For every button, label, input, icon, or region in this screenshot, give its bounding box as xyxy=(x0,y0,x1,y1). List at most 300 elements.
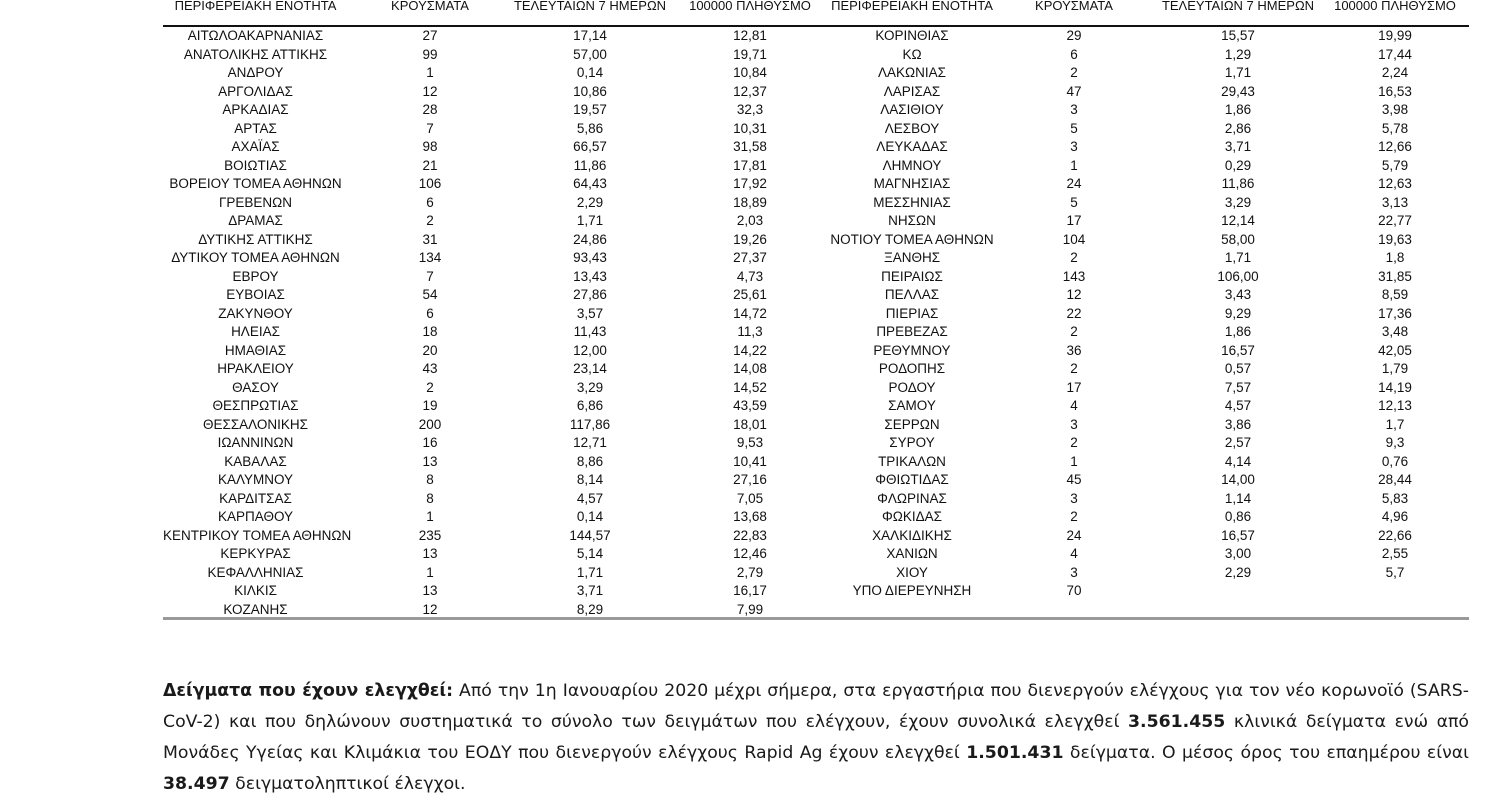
right-cases-cell: 70 xyxy=(1066,583,1082,598)
right-per100k-cell: 31,85 xyxy=(1378,268,1412,284)
left-per100k-cell: 27,16 xyxy=(733,472,767,487)
table-row xyxy=(0,231,1500,250)
right-cases-cell: 17 xyxy=(1066,213,1082,228)
right-per100k-cell: 19,99 xyxy=(1378,28,1412,43)
right-cases-cell: 17 xyxy=(1066,379,1082,395)
right-per100k-cell: 0,76 xyxy=(1381,453,1409,469)
clinical-samples-count: 3.561.455 xyxy=(1128,712,1226,732)
left-avg7-cell: 19,57 xyxy=(573,102,607,117)
table-row xyxy=(0,323,1500,342)
header-cases-left: ΚΡΟΥΣΜΑΤΑ xyxy=(391,0,469,13)
right-region-cell: ΠΙΕΡΙΑΣ xyxy=(885,305,939,321)
left-per100k-cell: 22,83 xyxy=(733,527,767,543)
table-row xyxy=(0,64,1500,83)
left-avg7-cell: 93,43 xyxy=(573,250,607,265)
table-row xyxy=(0,490,1500,509)
right-avg7-cell: 3,43 xyxy=(1224,287,1252,302)
right-avg7-cell: 2,57 xyxy=(1224,435,1252,450)
right-region-cell: ΦΩΚΙΔΑΣ xyxy=(882,509,942,524)
header-avg7-right-line2: ΤΕΛΕΥΤΑΙΩΝ 7 ΗΜΕΡΩΝ xyxy=(1161,0,1315,13)
right-region-cell: ΧΑΝΙΩΝ xyxy=(886,546,938,561)
right-cases-cell: 24 xyxy=(1066,176,1082,191)
table-row xyxy=(0,120,1500,139)
left-cases-cell: 12 xyxy=(422,83,438,99)
left-per100k-cell: 14,08 xyxy=(733,361,767,376)
left-cases-cell: 200 xyxy=(418,416,442,432)
right-per100k-cell: 22,66 xyxy=(1378,527,1412,543)
right-region-cell: ΜΑΓΝΗΣΙΑΣ xyxy=(873,176,951,191)
left-cases-cell: 98 xyxy=(422,139,438,154)
left-region-cell: ΚΕΡΚΥΡΑΣ xyxy=(220,546,291,561)
left-avg7-cell: 5,86 xyxy=(576,120,604,136)
right-per100k-cell: 1,7 xyxy=(1385,416,1405,432)
right-region-cell: ΣΕΡΡΩΝ xyxy=(884,416,940,432)
right-cases-cell: 45 xyxy=(1066,472,1082,487)
right-avg7-cell: 1,14 xyxy=(1224,490,1252,506)
left-per100k-cell: 16,17 xyxy=(733,583,767,598)
right-avg7-cell: 12,14 xyxy=(1221,213,1255,228)
table-row xyxy=(0,138,1500,157)
table-row xyxy=(0,545,1500,564)
right-avg7-cell: 29,43 xyxy=(1221,83,1255,99)
right-region-cell: ΣΑΜΟΥ xyxy=(888,398,936,413)
table-row xyxy=(0,249,1500,268)
left-avg7-cell: 1,71 xyxy=(576,213,604,228)
left-region-cell: ΖΑΚΥΝΘΟΥ xyxy=(218,305,293,321)
left-per100k-cell: 32,3 xyxy=(736,102,764,117)
left-avg7-cell: 3,71 xyxy=(576,583,604,598)
paragraph-text-3: δείγματα. Ο μέσος όρος του επαημέρου είναι xyxy=(1063,743,1469,763)
left-cases-cell: 19 xyxy=(422,398,438,413)
left-region-cell: ΚΟΖΑΝΗΣ xyxy=(223,601,288,617)
left-region-cell: ΑΡΓΟΛΙΔΑΣ xyxy=(218,83,293,99)
left-avg7-cell: 12,71 xyxy=(573,435,607,450)
left-region-cell: ΔΥΤΙΚΟΥ ΤΟΜΕΑ ΑΘΗΝΩΝ xyxy=(171,250,340,265)
left-per100k-cell: 14,22 xyxy=(733,342,767,358)
left-region-cell: ΒΟΡΕΙΟΥ ΤΟΜΕΑ ΑΘΗΝΩΝ xyxy=(169,176,342,191)
left-region-cell: ΘΕΣΠΡΩΤΙΑΣ xyxy=(212,398,299,413)
right-per100k-cell: 22,77 xyxy=(1378,213,1412,228)
left-cases-cell: 31 xyxy=(422,231,438,247)
left-region-cell: ΚΕΝΤΡΙΚΟΥ ΤΟΜΕΑ ΑΘΗΝΩΝ xyxy=(163,527,352,543)
left-cases-cell: 21 xyxy=(422,157,438,173)
table-row xyxy=(0,157,1500,176)
right-avg7-cell: 1,86 xyxy=(1224,324,1252,339)
right-region-cell: ΧΑΛΚΙΔΙΚΗΣ xyxy=(872,527,952,543)
right-cases-cell: 5 xyxy=(1070,120,1078,136)
right-per100k-cell: 12,13 xyxy=(1378,398,1412,413)
left-region-cell: ΑΙΤΩΛΟΑΚΑΡΝΑΝΙΑΣ xyxy=(187,28,324,43)
right-avg7-cell: 0,29 xyxy=(1224,157,1252,173)
left-cases-cell: 6 xyxy=(426,194,434,210)
right-avg7-cell: 58,00 xyxy=(1221,231,1255,247)
left-avg7-cell: 0,14 xyxy=(576,509,604,524)
left-per100k-cell: 14,52 xyxy=(733,379,767,395)
left-cases-cell: 2 xyxy=(426,379,434,395)
table-row xyxy=(0,360,1500,379)
right-cases-cell: 5 xyxy=(1070,194,1078,210)
right-region-cell: ΣΥΡΟΥ xyxy=(889,435,935,450)
right-cases-cell: 29 xyxy=(1066,28,1082,43)
table-row xyxy=(0,27,1500,46)
right-per100k-cell: 2,24 xyxy=(1381,65,1409,80)
right-cases-cell: 22 xyxy=(1066,305,1082,321)
right-cases-cell: 3 xyxy=(1070,139,1078,154)
left-region-cell: ΚΑΡΠΑΘΟΥ xyxy=(217,509,294,524)
table-row xyxy=(0,527,1500,546)
table-row xyxy=(0,453,1500,472)
left-cases-cell: 20 xyxy=(422,342,438,358)
right-cases-cell: 4 xyxy=(1070,398,1078,413)
left-per100k-cell: 13,68 xyxy=(733,509,767,524)
right-cases-cell: 47 xyxy=(1066,83,1082,99)
table-row xyxy=(0,175,1500,194)
left-region-cell: ΑΝΔΡΟΥ xyxy=(227,65,284,80)
table-row xyxy=(0,46,1500,65)
table-row xyxy=(0,268,1500,287)
left-avg7-cell: 10,86 xyxy=(573,83,607,99)
right-avg7-cell: 1,71 xyxy=(1224,65,1252,80)
table-row xyxy=(0,564,1500,583)
left-per100k-cell: 10,31 xyxy=(733,120,767,136)
right-cases-cell: 3 xyxy=(1070,490,1078,506)
right-cases-cell: 3 xyxy=(1070,416,1078,432)
right-per100k-cell: 14,19 xyxy=(1378,379,1412,395)
left-cases-cell: 12 xyxy=(422,601,438,617)
left-per100k-cell: 12,81 xyxy=(733,28,767,43)
table-row xyxy=(0,286,1500,305)
header-per100k-right-line2: 100000 ΠΛΗΘΥΣΜΟ xyxy=(1334,0,1456,13)
left-region-cell: ΓΡΕΒΕΝΩΝ xyxy=(218,194,293,210)
table-row xyxy=(0,379,1500,398)
table-row xyxy=(0,416,1500,435)
right-region-cell: ΥΠΟ ΔΙΕΡΕΥΝΗΣΗ xyxy=(852,583,972,598)
left-avg7-cell: 11,86 xyxy=(573,157,607,173)
right-per100k-cell: 3,98 xyxy=(1381,102,1409,117)
right-avg7-cell: 1,86 xyxy=(1224,102,1252,117)
left-per100k-cell: 9,53 xyxy=(736,435,764,450)
table-row xyxy=(0,194,1500,213)
left-region-cell: ΑΡΚΑΔΙΑΣ xyxy=(222,102,289,117)
left-cases-cell: 54 xyxy=(422,287,438,302)
left-region-cell: ΚΑΛΥΜΝΟΥ xyxy=(217,472,294,487)
right-region-cell: ΧΙΟΥ xyxy=(896,564,928,580)
left-avg7-cell: 144,57 xyxy=(569,527,611,543)
right-avg7-cell: 1,29 xyxy=(1224,46,1252,62)
left-avg7-cell: 2,29 xyxy=(576,194,604,210)
paragraph-text-4: δειγματοληπτικοί έλεγχοι. xyxy=(229,774,466,794)
right-avg7-cell: 3,71 xyxy=(1224,139,1252,154)
left-region-cell: ΚΑΡΔΙΤΣΑΣ xyxy=(219,490,292,506)
right-region-cell: ΚΩ xyxy=(902,46,922,62)
right-cases-cell: 2 xyxy=(1070,324,1078,339)
right-avg7-cell: 0,86 xyxy=(1224,509,1252,524)
left-per100k-cell: 11,3 xyxy=(737,324,763,339)
right-avg7-cell: 1,71 xyxy=(1224,250,1252,265)
tests-paragraph xyxy=(163,676,1469,800)
right-per100k-cell: 5,83 xyxy=(1381,490,1409,506)
right-cases-cell: 3 xyxy=(1070,102,1078,117)
left-cases-cell: 18 xyxy=(422,324,438,339)
right-avg7-cell: 3,86 xyxy=(1224,416,1252,432)
left-region-cell: ΔΡΑΜΑΣ xyxy=(228,213,283,228)
right-cases-cell: 12 xyxy=(1066,287,1082,302)
left-avg7-cell: 11,43 xyxy=(573,324,607,339)
left-per100k-cell: 7,99 xyxy=(736,601,764,617)
right-region-cell: ΝΗΣΩΝ xyxy=(888,213,936,228)
left-region-cell: ΕΒΡΟΥ xyxy=(232,268,279,284)
left-per100k-cell: 17,81 xyxy=(733,157,767,173)
right-cases-cell: 2 xyxy=(1070,250,1078,265)
left-per100k-cell: 12,37 xyxy=(733,83,767,99)
right-per100k-cell: 3,48 xyxy=(1381,324,1409,339)
right-avg7-cell: 0,57 xyxy=(1224,361,1252,376)
right-avg7-cell: 11,86 xyxy=(1221,176,1255,191)
left-per100k-cell: 17,92 xyxy=(733,176,767,191)
left-cases-cell: 1 xyxy=(426,564,434,580)
left-avg7-cell: 8,14 xyxy=(576,472,604,487)
left-region-cell: ΑΝΑΤΟΛΙΚΗΣ ΑΤΤΙΚΗΣ xyxy=(183,46,328,62)
left-cases-cell: 106 xyxy=(418,176,442,191)
right-per100k-cell: 9,3 xyxy=(1385,435,1405,450)
right-avg7-cell: 3,29 xyxy=(1224,194,1252,210)
right-avg7-cell: 3,00 xyxy=(1224,546,1252,561)
right-avg7-cell: 16,57 xyxy=(1221,342,1255,358)
left-avg7-cell: 12,00 xyxy=(573,342,607,358)
left-avg7-cell: 66,57 xyxy=(573,139,607,154)
left-avg7-cell: 17,14 xyxy=(573,28,607,43)
right-cases-cell: 2 xyxy=(1070,361,1078,376)
left-per100k-cell: 14,72 xyxy=(733,305,767,321)
left-per100k-cell: 12,46 xyxy=(733,546,767,561)
left-per100k-cell: 27,37 xyxy=(733,250,767,265)
right-cases-cell: 104 xyxy=(1062,231,1086,247)
left-region-cell: ΚΑΒΑΛΑΣ xyxy=(224,453,287,469)
table-body xyxy=(0,27,1500,619)
left-cases-cell: 1 xyxy=(426,65,434,80)
right-cases-cell: 143 xyxy=(1062,268,1086,284)
right-region-cell: ΦΘΙΩΤΙΔΑΣ xyxy=(875,472,949,487)
left-region-cell: ΚΕΦΑΛΛΗΝΙΑΣ xyxy=(207,564,304,580)
right-avg7-cell: 15,57 xyxy=(1221,28,1255,43)
right-cases-cell: 6 xyxy=(1070,46,1078,62)
left-region-cell: ΑΡΤΑΣ xyxy=(234,120,277,136)
right-region-cell: ΡΟΔΟΠΗΣ xyxy=(878,361,946,376)
left-per100k-cell: 7,05 xyxy=(736,490,764,506)
header-region-right: ΠΕΡΙΦΕΡΕΙΑΚΗ ΕΝΟΤΗΤΑ xyxy=(831,0,993,13)
right-avg7-cell: 106,00 xyxy=(1217,268,1259,284)
right-region-cell: ΡΟΔΟΥ xyxy=(888,379,936,395)
left-per100k-cell: 10,41 xyxy=(733,453,767,469)
right-per100k-cell: 4,96 xyxy=(1381,509,1409,524)
left-region-cell: ΗΛΕΙΑΣ xyxy=(231,324,280,339)
left-per100k-cell: 2,79 xyxy=(736,564,764,580)
right-cases-cell: 4 xyxy=(1070,546,1078,561)
header-avg7-left-line2: ΤΕΛΕΥΤΑΙΩΝ 7 ΗΜΕΡΩΝ xyxy=(513,0,667,13)
right-region-cell: ΚΟΡΙΝΘΙΑΣ xyxy=(875,28,949,43)
right-region-cell: ΞΑΝΘΗΣ xyxy=(883,250,941,265)
left-cases-cell: 1 xyxy=(426,509,434,524)
right-per100k-cell: 17,44 xyxy=(1378,46,1412,62)
table-row xyxy=(0,101,1500,120)
left-avg7-cell: 6,86 xyxy=(576,398,604,413)
table-row xyxy=(0,342,1500,361)
left-region-cell: ΗΡΑΚΛΕΙΟΥ xyxy=(217,361,294,376)
left-avg7-cell: 24,86 xyxy=(573,231,607,247)
table-row xyxy=(0,83,1500,102)
left-cases-cell: 13 xyxy=(422,453,438,469)
table-row xyxy=(0,434,1500,453)
right-cases-cell: 36 xyxy=(1066,342,1082,358)
right-avg7-cell: 2,86 xyxy=(1224,120,1252,136)
left-avg7-cell: 5,14 xyxy=(576,546,604,561)
right-avg7-cell: 16,57 xyxy=(1221,527,1255,543)
left-region-cell: ΘΑΣΟΥ xyxy=(232,379,279,395)
right-region-cell: ΛΕΥΚΑΔΑΣ xyxy=(876,139,948,154)
left-per100k-cell: 43,59 xyxy=(733,398,767,413)
left-region-cell: ΒΟΙΩΤΙΑΣ xyxy=(224,157,287,173)
right-per100k-cell: 5,79 xyxy=(1381,157,1409,173)
right-region-cell: ΛΕΣΒΟΥ xyxy=(884,120,940,136)
right-avg7-cell: 7,57 xyxy=(1224,379,1252,395)
right-region-cell: ΠΕΛΛΑΣ xyxy=(884,287,940,302)
left-cases-cell: 6 xyxy=(426,305,434,321)
left-per100k-cell: 18,89 xyxy=(733,194,767,210)
right-region-cell: ΜΕΣΣΗΝΙΑΣ xyxy=(873,194,951,210)
right-region-cell: ΛΑΚΩΝΙΑΣ xyxy=(878,65,946,80)
table-row xyxy=(0,471,1500,490)
right-per100k-cell: 5,78 xyxy=(1381,120,1409,136)
right-cases-cell: 1 xyxy=(1070,453,1078,469)
rapid-ag-count: 1.501.431 xyxy=(966,743,1064,763)
table-row xyxy=(0,582,1500,601)
left-cases-cell: 8 xyxy=(426,472,434,487)
left-region-cell: ΑΧΑΪΑΣ xyxy=(231,139,280,154)
left-cases-cell: 43 xyxy=(422,361,438,376)
left-avg7-cell: 3,57 xyxy=(576,305,604,321)
left-cases-cell: 27 xyxy=(422,28,438,43)
left-avg7-cell: 23,14 xyxy=(573,361,607,376)
left-cases-cell: 13 xyxy=(422,583,438,598)
right-region-cell: ΦΛΩΡΙΝΑΣ xyxy=(877,490,947,506)
header-region-left: ΠΕΡΙΦΕΡΕΙΑΚΗ ΕΝΟΤΗΤΑ xyxy=(174,0,337,13)
right-per100k-cell: 42,05 xyxy=(1378,342,1412,358)
left-cases-cell: 7 xyxy=(426,120,434,136)
left-region-cell: ΙΩΑΝΝΙΝΩΝ xyxy=(217,435,294,450)
left-per100k-cell: 25,61 xyxy=(733,287,767,302)
left-per100k-cell: 19,71 xyxy=(733,46,767,62)
right-per100k-cell: 1,79 xyxy=(1381,361,1409,376)
right-cases-cell: 1 xyxy=(1070,157,1078,173)
left-avg7-cell: 4,57 xyxy=(576,490,604,506)
table-row xyxy=(0,508,1500,527)
right-per100k-cell: 16,53 xyxy=(1378,83,1412,99)
left-avg7-cell: 117,86 xyxy=(569,416,611,432)
right-region-cell: ΡΕΘΥΜΝΟΥ xyxy=(873,342,951,358)
right-cases-cell: 2 xyxy=(1070,509,1078,524)
left-per100k-cell: 19,26 xyxy=(733,231,767,247)
table-row xyxy=(0,397,1500,416)
daily-average-count: 38.497 xyxy=(163,774,230,794)
paragraph-lead: Δείγματα που έχουν ελεγχθεί: xyxy=(163,681,454,701)
right-cases-cell: 24 xyxy=(1066,527,1082,543)
header-cases-right: ΚΡΟΥΣΜΑΤΑ xyxy=(1035,0,1113,13)
left-avg7-cell: 57,00 xyxy=(573,46,607,62)
right-per100k-cell: 19,63 xyxy=(1378,231,1412,247)
right-region-cell: ΝΟΤΙΟΥ ΤΟΜΕΑ ΑΘΗΝΩΝ xyxy=(830,231,994,247)
table-header xyxy=(0,0,1500,26)
right-region-cell: ΠΡΕΒΕΖΑΣ xyxy=(876,324,948,339)
left-region-cell: ΘΕΣΣΑΛΟΝΙΚΗΣ xyxy=(202,416,309,432)
right-per100k-cell: 5,7 xyxy=(1385,564,1405,580)
right-avg7-cell: 4,57 xyxy=(1224,398,1252,413)
left-avg7-cell: 0,14 xyxy=(576,65,604,80)
right-per100k-cell: 12,66 xyxy=(1378,139,1412,154)
header-per100k-left-line2: 100000 ΠΛΗΘΥΣΜΟ xyxy=(689,0,811,13)
right-region-cell: ΤΡΙΚΑΛΩΝ xyxy=(878,453,946,469)
paragraph-text-1: Από την 1η Ιανουαρίου 2020 μέχρι σήμερα, στα εργαστήρια που διενεργούν ελέγχους για τον νέο κορωνοϊό (SARS-CoV-2) και που δηλώνουν συστηματικά το σύνολο των δειγμάτων που ελέγχουν, έχουν συνολικά ελεγχθεί xyxy=(163,681,1470,732)
left-per100k-cell: 31,58 xyxy=(733,139,767,154)
left-cases-cell: 8 xyxy=(426,490,434,506)
right-avg7-cell: 14,00 xyxy=(1221,472,1255,487)
left-avg7-cell: 8,29 xyxy=(576,601,604,617)
right-per100k-cell: 28,44 xyxy=(1378,472,1412,487)
left-cases-cell: 235 xyxy=(418,527,442,543)
right-cases-cell: 2 xyxy=(1070,65,1078,80)
right-per100k-cell: 3,13 xyxy=(1381,194,1409,210)
left-cases-cell: 28 xyxy=(422,102,438,117)
left-per100k-cell: 4,73 xyxy=(736,268,764,284)
left-avg7-cell: 13,43 xyxy=(573,268,607,284)
left-per100k-cell: 18,01 xyxy=(733,416,767,432)
left-avg7-cell: 8,86 xyxy=(576,453,604,469)
right-per100k-cell: 2,55 xyxy=(1381,546,1409,561)
left-region-cell: ΗΜΑΘΙΑΣ xyxy=(224,342,287,358)
table-row xyxy=(0,305,1500,324)
left-avg7-cell: 1,71 xyxy=(576,564,604,580)
left-region-cell: ΚΙΛΚΙΣ xyxy=(234,583,277,598)
left-avg7-cell: 64,43 xyxy=(573,176,607,191)
right-cases-cell: 2 xyxy=(1070,435,1078,450)
left-cases-cell: 7 xyxy=(426,268,434,284)
left-per100k-cell: 2,03 xyxy=(736,213,764,228)
right-region-cell: ΛΑΡΙΣΑΣ xyxy=(883,83,941,99)
right-avg7-cell: 2,29 xyxy=(1224,564,1252,580)
left-avg7-cell: 27,86 xyxy=(573,287,607,302)
left-avg7-cell: 3,29 xyxy=(576,379,604,395)
left-cases-cell: 99 xyxy=(422,46,438,62)
table-bottom-divider xyxy=(163,617,1469,620)
right-avg7-cell: 9,29 xyxy=(1224,305,1252,321)
left-cases-cell: 2 xyxy=(426,213,434,228)
right-region-cell: ΠΕΙΡΑΙΩΣ xyxy=(881,268,943,284)
right-per100k-cell: 12,63 xyxy=(1378,176,1412,191)
right-region-cell: ΛΑΣΙΘΙΟΥ xyxy=(880,102,944,117)
right-region-cell: ΛΗΜΝΟΥ xyxy=(882,157,942,173)
left-cases-cell: 13 xyxy=(422,546,438,561)
left-region-cell: ΕΥΒΟΙΑΣ xyxy=(226,287,285,302)
right-per100k-cell: 1,8 xyxy=(1385,250,1405,265)
paragraph-text-2: κλινικά δείγματα ενώ από Μονάδες Υγείας και Κλιμάκια του ΕΟΔΥ που διενεργούν ελέγχους Rapid Ag έχουν ελεγχθεί xyxy=(163,712,1469,763)
right-avg7-cell: 4,14 xyxy=(1224,453,1252,469)
right-per100k-cell: 17,36 xyxy=(1378,305,1412,321)
right-per100k-cell: 8,59 xyxy=(1381,287,1409,302)
left-per100k-cell: 10,84 xyxy=(733,65,767,80)
right-cases-cell: 3 xyxy=(1070,564,1078,580)
left-region-cell: ΔΥΤΙΚΗΣ ΑΤΤΙΚΗΣ xyxy=(198,231,313,247)
table-row xyxy=(0,212,1500,231)
left-cases-cell: 16 xyxy=(422,435,438,450)
